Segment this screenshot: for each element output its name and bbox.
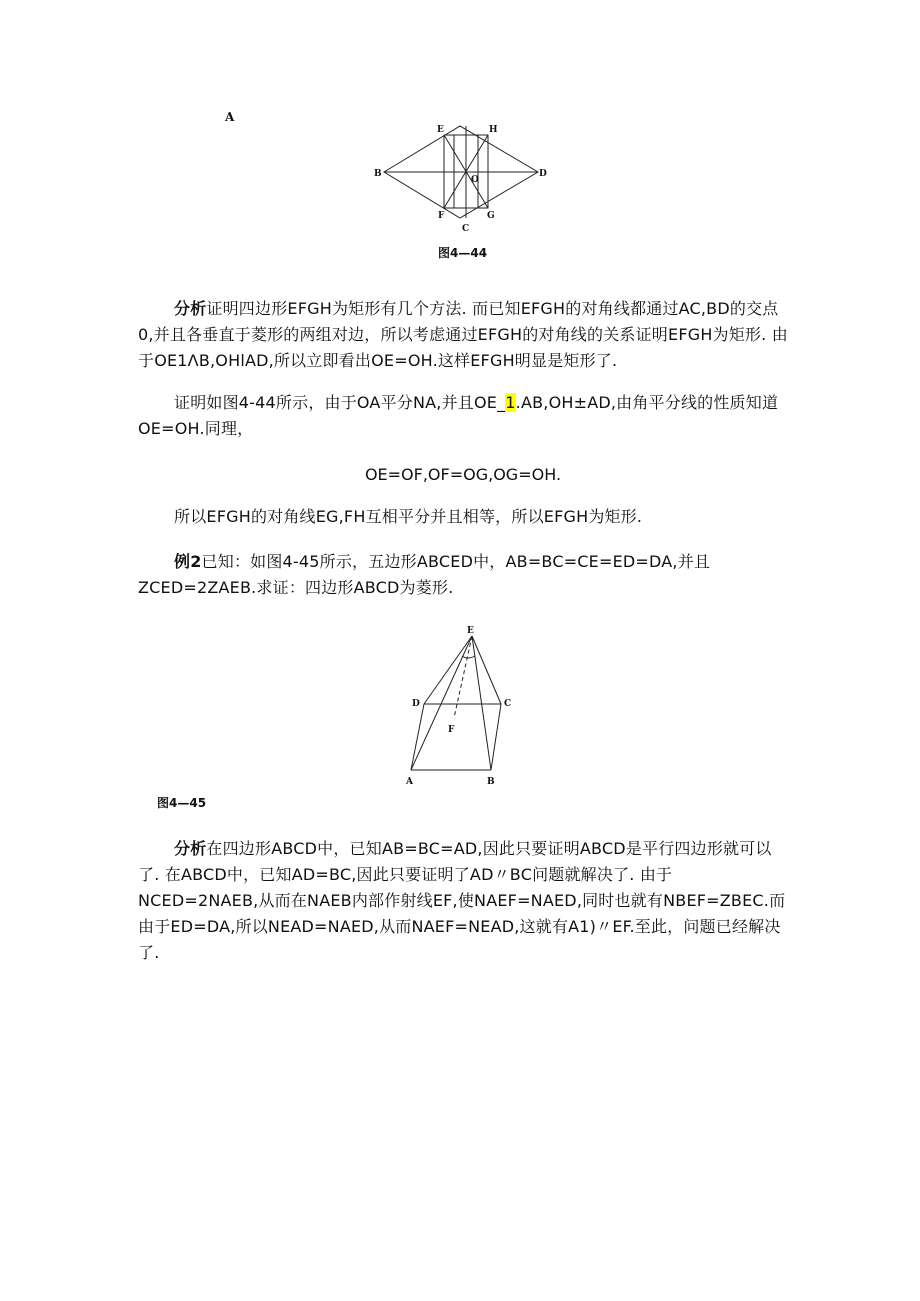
point-c2-label: C	[504, 699, 512, 709]
segment-cb	[491, 704, 501, 770]
analysis-lead: 分析	[174, 299, 207, 318]
point-h-label: H	[489, 125, 498, 135]
point-f-label: F	[438, 211, 445, 221]
analysis-text: 证明四边形EFGH为矩形有几个方法. 而已知EFGH的对角线都通过AC,BD的交点0,并且各垂直于菱形的两组对边，所以考虑通过EFGH的对角线的关系证明EFGH为矩形. 由于OE1ΛB,OHlAD,所以立即看出OE=OH.这样EFGH明显是矩形了.	[138, 299, 788, 370]
point-d-label: D	[539, 169, 547, 179]
point-b2-label: B	[487, 777, 495, 787]
point-o-label: O	[471, 175, 479, 185]
rhombus-figure	[370, 120, 550, 235]
analysis-paragraph-1	[138, 296, 788, 374]
segment-da	[411, 704, 424, 770]
point-f2-label: F	[448, 725, 455, 735]
example-paragraph	[138, 549, 788, 601]
figure-label-a: A	[225, 110, 235, 124]
pentagon-figure	[400, 622, 525, 792]
proof-paragraph	[138, 390, 788, 442]
conclusion-text: 所以EFGH的对角线EG,FH互相平分并且相等，所以EFGH为矩形.	[174, 507, 643, 526]
point-b-label: B	[374, 169, 382, 179]
proof-text-after: .AB,OH±AD,由角平分线的性质知道OE=OH.同理，	[138, 393, 779, 438]
point-c-label: C	[462, 224, 470, 234]
analysis-paragraph-2	[138, 836, 788, 966]
analysis2-lead: 分析	[174, 839, 207, 858]
figure1-caption: 图4—44	[438, 246, 488, 260]
example-text: 已知：如图4-45所示，五边形ABCED中，AB=BC=CE=ED=DA,并且ZCED=2ZAEB.求证：四边形ABCD为菱形.	[138, 552, 711, 597]
equation-line: OE=OF,OF=OG,OG=OH.	[364, 465, 562, 484]
segment-ed	[424, 636, 472, 704]
point-e-label: E	[437, 125, 444, 135]
conclusion-paragraph	[138, 504, 788, 530]
proof-text-before: 证明如图4-44所示，由于OA平分NA,并且OE_	[174, 393, 506, 412]
example-lead: 例2	[174, 552, 202, 571]
point-g-label: G	[487, 211, 495, 221]
angle-arc	[462, 656, 475, 658]
figure2-caption: 图4—45	[157, 796, 207, 810]
highlighted-digit: 1	[505, 393, 516, 412]
point-a2-label: A	[406, 777, 413, 787]
point-e2-label: E	[467, 626, 474, 636]
point-d2-label: D	[412, 699, 420, 709]
analysis2-text: 在四边形ABCD中，已知AB=BC=AD,因此只要证明ABCD是平行四边形就可以了. 在ABCD中，已知AD=BC,因此只要证明了AD〃BC问题就解决了. 由于NCED=2NAEB,从而在NAEB内部作射线EF,使NAEF=NAED,同时也就有NBEF=ZBEC.而由于ED=DA,所以NEAD=NAED,从而NAEF=NEAD,这就有A1)〃EF.至此，问题已经解决了.	[138, 839, 786, 962]
